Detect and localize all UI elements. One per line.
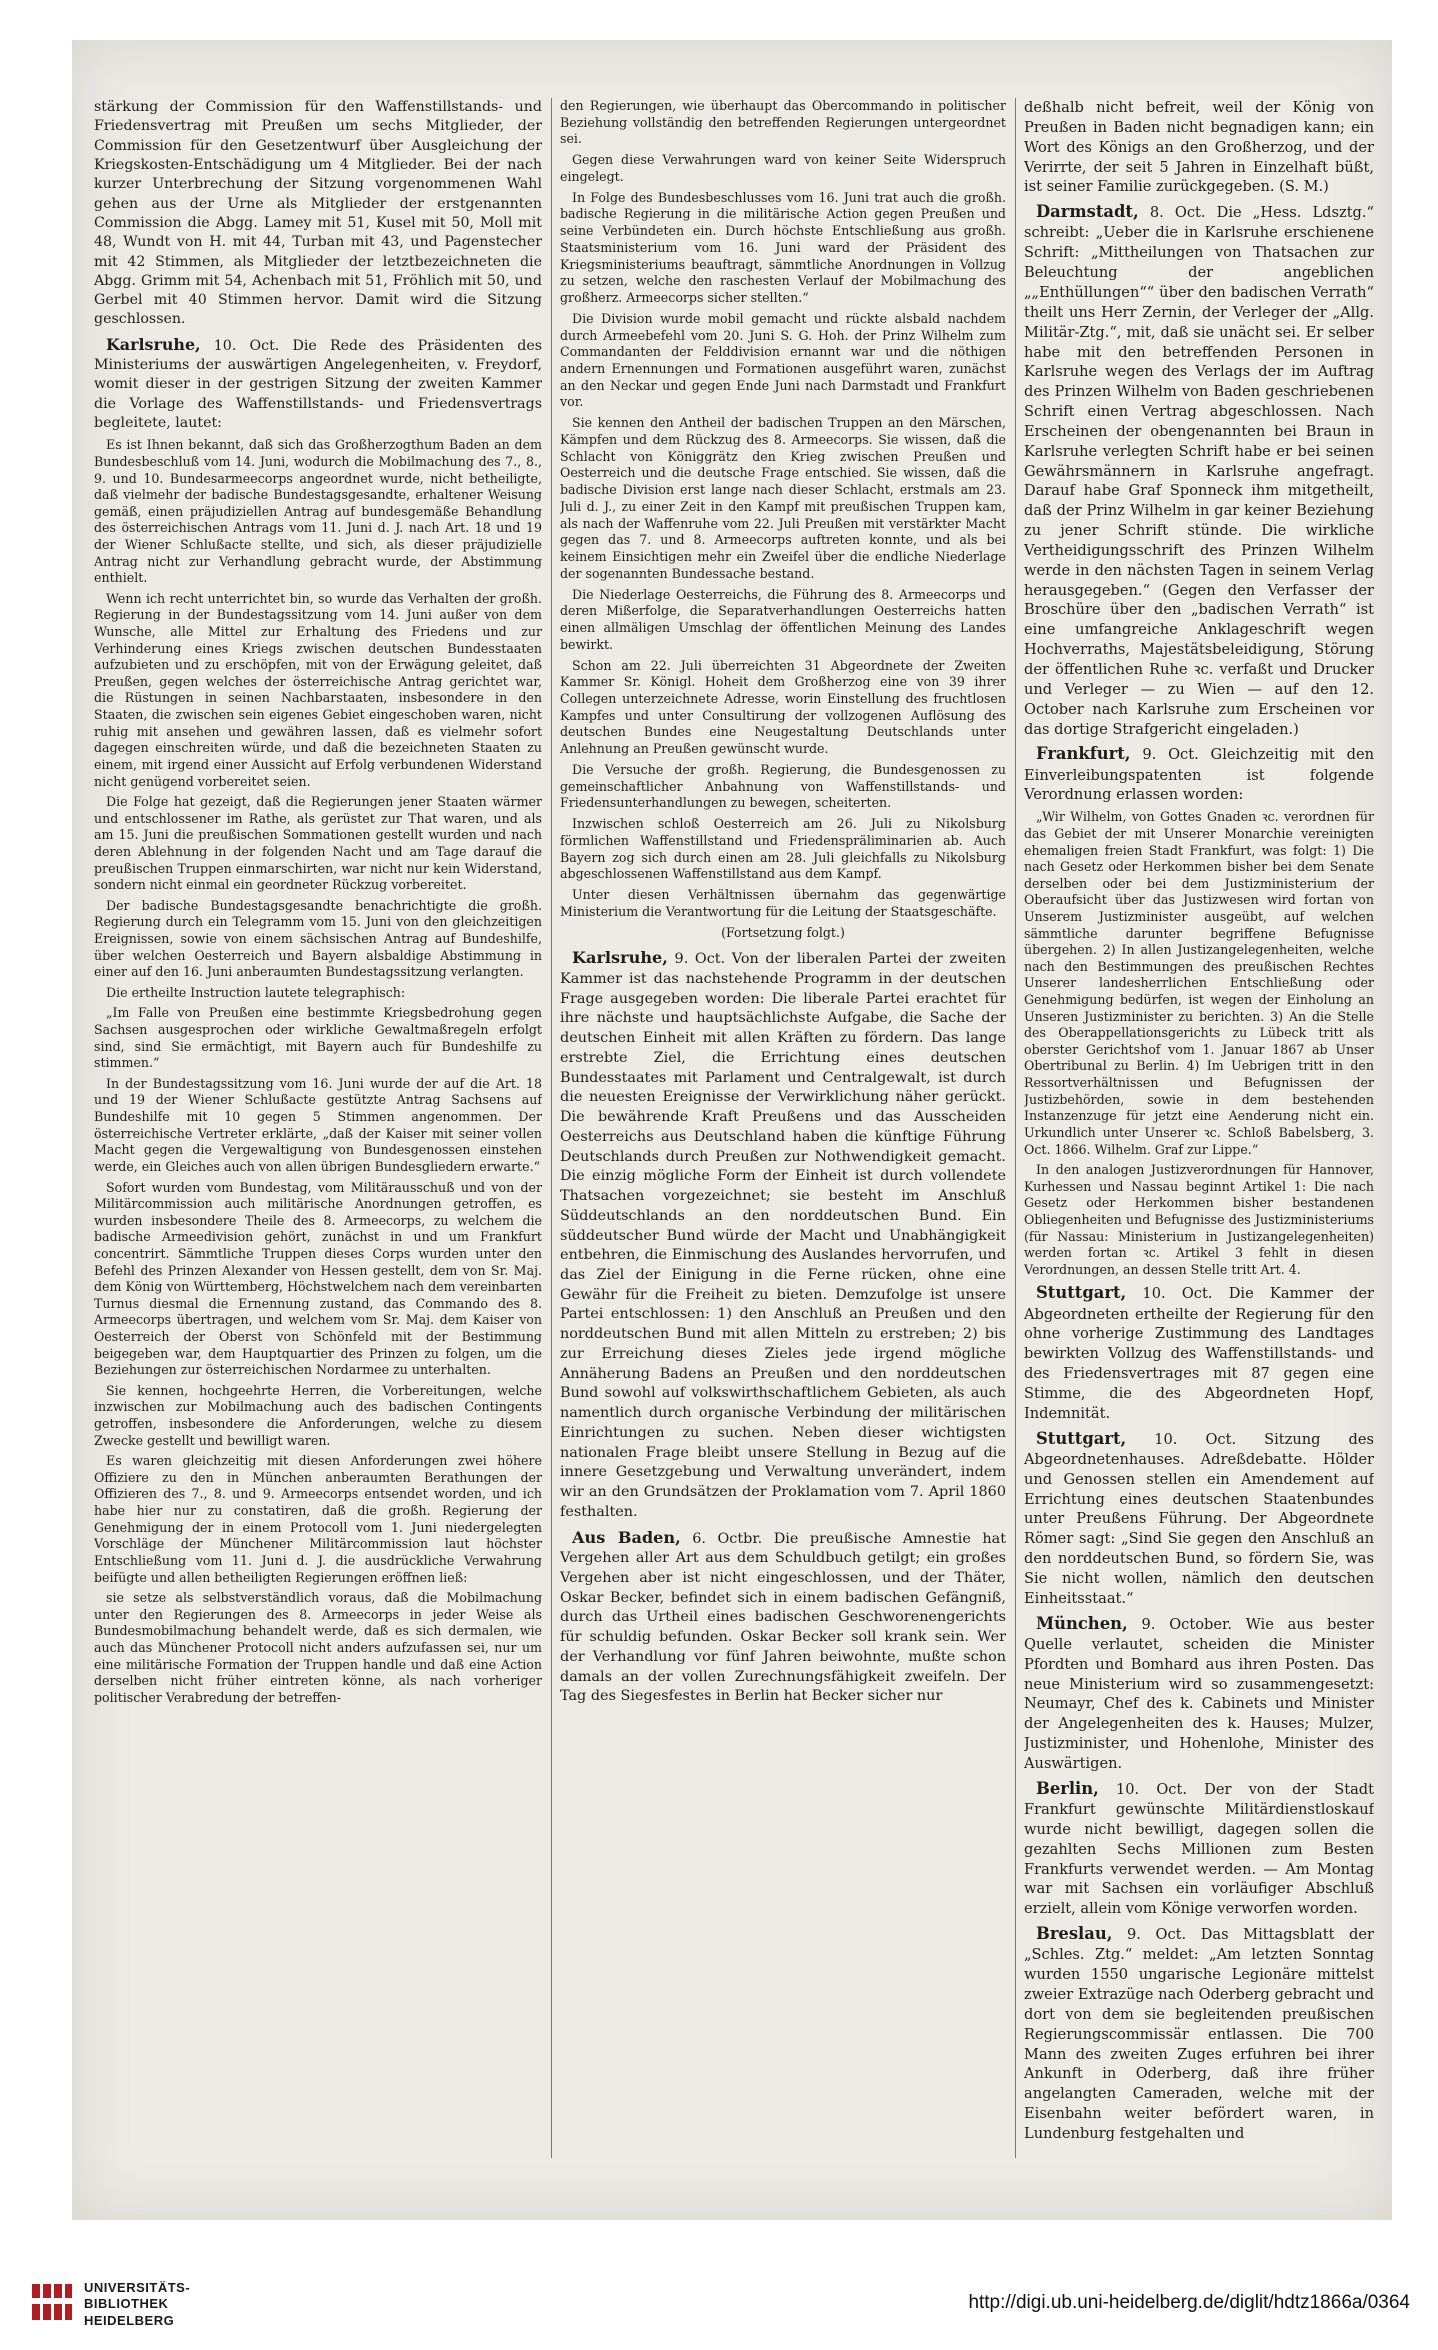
c2-paragraph: In Folge des Bundesbeschlusses vom 16. Juni trat auch die großh. badische Regierung in die militärische Action gegen Preußen und seine Verbündeten ein. Durch höchste Entschließung aus großh. Staatsministerium vom 16. Juni ward der Präsident des Kriegsministeriums beauftragt, sämmtliche Anordnungen in Vollzug zu setzen, welche den raschesten Verlauf der Mobilmachung des großherz. Armeecorps sicher stellten.“ [560,189,1006,306]
c1-paragraph: „Im Falle von Preußen eine bestimmte Kriegsbedrohung gegen Sachsen ausgesprochen oder wirkliche Gewaltmaßregeln erfolgt sind, sind Sie ermächtigt, mit Bayern auch für Bundeshilfe zu stimmen.“ [94,1005,542,1071]
dateline: Stuttgart, [1036,1283,1127,1303]
c1-paragraph: Es waren gleichzeitig mit diesen Anforderungen zwei höhere Offiziere zu den in München anberaumten Berathungen der Offizieren des 7., 8. und 9. Armeecorps entsendet worden, und ich habe hier nur zu constatiren, daß die großh. Regierung der Genehmigung der in einem Protocoll vom 1. Juni niedergelegten Vorschläge der Münchener Militärcommission laut höchster Entschließung vom 11. Juni d. J. die ausdrückliche Verwahrung beifügte und allen betheiligten Regierungen eröffnen ließ: [94,1453,542,1585]
article-text: 10. Oct. Sitzung des Abgeordnetenhauses. Adreßdebatte. Hölder und Genossen stellen ein Amendement auf Errichtung eines deutschen Staatenbundes unter Preußens Führung. Der Abgeordnete Römer sagt: „Sind Sie gegen den Anschluß an den norddeutschen Bund, so fördern Sie, was Sie nicht wollen, nämlich den deutschen Einheitsstaat.“ [1024,1430,1374,1607]
c1-paragraph: Die Folge hat gezeigt, daß die Regierungen jener Staaten wärmer und entschlossener im Rathe, als gerüstet zur That waren, und als am 15. Juni die preußischen Sommationen gestellt wurden und nach deren Ablehnung in der folgenden Nacht und am Tage darauf die preußischen Truppen einmarschirten, war nicht nur kein Widerstand, sondern nicht einmal ein geordneter Rückzug vorbereitet. [94,794,542,893]
column-2 [560,98,1006,2158]
article-text: 9. Oct. Das Mittagsblatt der „Schles. Ztg.“ meldet: „Am letzten Sonntag wurden 1550 ungarische Legionäre mittelst zweier Extrazüge nach Oderberg gebracht und dort von dem sie begleitenden preußischen Regierungscommissär entlassen. Die 700 Mann des zweiten Zuges erfuhren bei ihrer Ankunft in Oderberg, daß ihre früher angelangten Cameraden, welche mit der Eisenbahn weiter befördert waren, in Lundenburg festgehalten und [1024,1926,1374,2142]
footer-bar [0,2270,1438,2350]
c3-article-breslau [1024,1923,1374,2144]
c2-paragraph: Inzwischen schloß Oesterreich am 26. Juli zu Nikolsburg förmlichen Waffenstillstand und Friedenspräliminarien ab. Auch Bayern zog sich durch einen am 28. Juli gleichfalls zu Nikolsburg abgeschlossenen Waffenstillstand aus dem Kampf. [560,816,1006,882]
library-name-line: HEIDELBERG [84,2312,175,2328]
c2-article-karlsruhe [560,947,1006,1522]
library-name [84,2280,190,2329]
dateline: Frankfurt, [1036,744,1131,764]
c3-article-darmstadt [1024,201,1374,739]
newspaper-scan [72,40,1392,2220]
c2-paragraph: den Regierungen, wie überhaupt das Obercommando in politischer Beziehung vollständig den betreffenden Regierungen untergeordnet sei. [560,98,1006,147]
c1-paragraph: Sie kennen, hochgeehrte Herren, die Vorbereitungen, welche inzwischen zur Mobilmachung auch des badischen Contingents getroffen, insbesondere die Anforderungen, welche zu diesem Zwecke gestellt und bewilligt waren. [94,1382,542,1448]
c3-article-muenchen [1024,1613,1374,1774]
source-url[interactable]: http://digi.ub.uni-heidelberg.de/diglit/hdtz1866a/0364 [968,2292,1410,2313]
c1-article-karlsruhe [94,334,542,434]
c3-article-stuttgart-2 [1024,1428,1374,1609]
dateline: München, [1036,1613,1128,1633]
c3-paragraph: deßhalb nicht befreit, weil der König von Preußen in Baden nicht begnadigen kann; ein Wort des Königs an den Großherzog, und der Verirrte, der seit 5 Jahren in Einzelhaft büßt, ist seiner Familie zurückgegeben. (S. M.) [1024,99,1374,196]
column-3 [1024,98,1374,2158]
c3-article-berlin [1024,1778,1374,1919]
c2-paragraph: Unter diesen Verhältnissen übernahm das gegenwärtige Ministerium die Verantwortung für die Leitung der Staatsgeschäfte. [560,887,1006,919]
article-text: 9. Oct. Von der liberalen Partei der zweiten Kammer ist das nachstehende Programm in der deutschen Frage ausgegeben worden: Die liberale Partei erachtet für ihre nächste und hauptsächlichste Aufgabe, die Sache der deutschen Einheit mit allen Kräften zu fördern. Das lange erstrebte Ziel, die Errichtung eines deutschen Bundesstaates mit Parlament und Centralgewalt, ist durch die neuesten Ereignisse der Verwirklichung näher gerückt. Die bewährende Kraft Preußens und das Ausscheiden Oesterreichs aus Deutschland haben die künftige Führung Deutschlands durch Preußen zur Nothwendigkeit gemacht. Die einzig mögliche Form der Einheit ist durch vollendete Thatsachen vorgezeichnet; sie besteht im Anschluß Süddeutschlands an den norddeutschen Bund. Ein süddeutscher Bund würde der Macht und Unabhängigkeit entbehren, die Einmischung des Auslandes hervorrufen, und das Ziel der Einigung in die Ferne rücken, ohne eine Gewähr für die Freiheit zu bieten. Demzufolge ist unsere Partei entschlossen: 1) den Anschluß an Preußen und den norddeutschen Bund mit allen Mitteln zu erstreben; 2) bis zur Erreichung dieses Zieles jede irgend mögliche Annäherung Badens an Preußen und den norddeutschen Bund sowohl auf volkswirthschaftlichem Gebieten, als auch namentlich durch organische Verbindung der militärischen Einrichtungen zu suchen. Neben dieser wichtigsten nationalen Frage bleibt unsere Stellung in Bezug auf die innere Gesetzgebung und Verwaltung unverändert, indem wir an den Grundsätzen der Proklamation vom 7. April 1860 festhalten. [560,951,1006,1520]
c3-article-frankfurt [1024,743,1374,805]
article-text: 10. Oct. Die Rede des Präsidenten des Ministeriums der auswärtigen Angelegenheiten, v. Freydorf, womit dieser in der gestrigen Sitzung der zweiten Kammer die Vorlage des Waffenstillstands- und Friedensvertrags begleitete, lautet: [94,337,542,431]
column-1 [94,98,542,2158]
c1-paragraph: Sofort wurden vom Bundestag, vom Militärausschuß und von der Militärcommission auch militärische Anordnungen getroffen, es wurden insbesondere Theile des 8. Armeecorps, zu welchem die badische Armeedivision gehört, zunächst in und um Frankfurt concentrirt. Sämmtliche Truppen dieses Corps wurden unter den Befehl des Prinzen Alexander von Hessen gestellt, dem von Sr. Maj. dem König von Württemberg, Höchstwelchem nach dem vereinbarten Turnus diesmal die Ernennung zustand, das Commando des 8. Armeecorps übertragen, und welchem vom Sr. Maj. dem Kaiser von Oesterreich der Oberst von Schönfeld mit der Bestimmung beigegeben war, dem Hauptquartier des Prinzen zu folgen, um die Beziehungen zur österreichischen Nordarmee zu unterhalten. [94,1179,542,1378]
c2-paragraph: Die Niederlage Oesterreichs, die Führung des 8. Armeecorps und deren Mißerfolge, die Separatverhandlungen Oesterreichs hatten einen allmäligen Umschlag der öffentlichen Meinung des Landes bewirkt. [560,586,1006,652]
article-text: 10. Oct. Die Kammer der Abgeordneten ertheilte der Regierung für den ohne vorherige Zustimmung des Landtages bewirkten Vollzug des Waffenstillstands- und des Friedensvertrages mit 87 gegen eine Stimme, die des Abgeordneten Hopf, Indemnität. [1024,1285,1374,1422]
library-name-line: BIBLIOTHEK [84,2296,169,2312]
article-text: 6. Octbr. Die preußische Amnestie hat Vergehen aller Art aus dem Schuldbuch getilgt; ein großes Vergehen aber ist nicht eingeschlossen, und der Thäter, Oskar Becker, befindet sich in einem badischen Gefängniß, durch das Urtheil eines badischen Geschworenengerichts für schuldig befunden. Oskar Becker soll krank sein. Wer der Verhandlung vor fünf Jahren beiwohnte, mußte schon damals an der vollen Zurechnungsfähigkeit zweifeln. Der Tag des Siegesfestes in Berlin hat Becker sicher nur [560,1530,1006,1705]
c2-paragraph: Die Division wurde mobil gemacht und rückte alsbald nachdem durch Armeebefehl vom 20. Juni S. G. Hoh. der Prinz Wilhelm zum Commandanten der Felddivision ernannt war und die nöthigen andern Ernennungen und Formationen ausgeführt waren, zunächst an den Neckar und gegen Ende Juni nach Darmstadt und Frankfurt vor. [560,310,1006,410]
c3-paragraph: In den analogen Justizverordnungen für Hannover, Kurhessen und Nassau beginnt Artikel 1: Die nach Gesetz oder Herkommen bisher bestandenen Obliegenheiten und Befugnisse des Justizministeriums (für Nassau: Ministerium in Justizangelegenheiten) werden fortan ꝛc. Artikel 3 fehlt in diesen Verordnungen, an dessen Stelle tritt Art. 4. [1024,1162,1374,1277]
dateline: Darmstadt, [1036,202,1139,222]
c3-paragraph: „Wir Wilhelm, von Gottes Gnaden ꝛc. verordnen für das Gebiet der mit Unserer Monarchie vereinigten ehemaligen freien Stadt Frankfurt, was folgt: 1) Die nach Gesetz oder Herkommen bisher bei dem Senate derselben oder bei dem Justizministerium der Oberaufsicht über das Justizwesen wird fortan von Unserem Justizminister ausgeübt, auf welchen sämmtliche darunter begriffene Befugnisse übergehen. 2) In allen Justizangelegenheiten, welche nach den Bestimmungen des preußischen Rechtes Unserer landesherrlichen Entschließung oder Genehmigung bedürfen, ist wegen der Einholung an Unseren Justizminister zu berichten. 3) An die Stelle des Oberappellationsgerichts zu Lübeck tritt als oberster Gerichtshof vom 1. Januar 1867 ab Unser Obertribunal zu Berlin. 4) Im Uebrigen tritt in den Ressortverhältnissen und Befugnissen der Justizbehörden, sowie in dem bestehenden Instanzenzuge für jetzt eine Aenderung nicht ein. Urkundlich unter Unserer ꝛc. Schloß Babelsberg, 3. Oct. 1866. Wilhelm. Graf zur Lippe.“ [1024,809,1374,1157]
c1-paragraph: Die ertheilte Instruction lautete telegraphisch: [106,984,406,1000]
c2-article-aus-baden [560,1527,1006,1708]
c1-paragraph: Wenn ich recht unterrichtet bin, so wurde das Verhalten der großh. Regierung in der Bundestagssitzung vom 14. Juni außer von dem Wunsche, alle Mittel zur Erhaltung des Friedens und zur Verhinderung eines Kriegs zwischen deutschen Bundesstaaten aufzubieten und zu erschöpfen, mit von der Erwägung geleitet, daß Preußen, gegen welches der österreichische Antrag gerichtet war, die Rüstungen in seinen Nachbarstaaten, insbesondere in den Staaten, die zwischen sein eigenes Gebiet eingeschoben waren, nicht ruhig mit ansehen und gewähren lassen, daß es vielmehr sofort dagegen einschreiten würde, und daß die bezeichneten Staaten zu einem, mit irgend einer Aussicht auf Erfolg verbundenen Widerstand nicht genügend vorbereitet seien. [94,590,542,789]
c1-paragraph: In der Bundestagssitzung vom 16. Juni wurde der auf die Art. 18 und 19 der Wiener Schlußacte gestützte Antrag Sachsens auf Bundeshilfe mit 10 gegen 5 Stimmen angenommen. Der österreichische Vertreter erklärte, „daß der Kaiser mit seiner vollen Macht gegen die Vergewaltigung von Bundesgenossen einstehen werde, ein Gleiches auch von allen übrigen Bundesgliedern erwarte.“ [94,1075,542,1174]
c1-paragraph: sie setze als selbstverständlich voraus, daß die Mobilmachung unter den Regierungen des 8. Armeecorps in jeder Weise als Bundesmobilmachung behandelt werde, daß es sich dermalen, wie auch das Münchener Protocoll nicht anders aufzufassen sei, nur um eine militärische Formation der Truppen handle und daß eine Action derselben nicht früher eintreten könne, als nach vorheriger politischer Verabredung der betreffen- [94,1590,542,1705]
c2-paragraph: Die Versuche der großh. Regierung, die Bundesgenossen zu gemeinschaftlicher Anbahnung von Waffenstillstands- und Friedensunterhandlungen zu bewegen, scheiterten. [560,761,1006,811]
dateline: Stuttgart, [1036,1428,1127,1448]
university-library-logo-icon [28,2278,76,2326]
c1-paragraph: Es ist Ihnen bekannt, daß sich das Großherzogthum Baden an dem Bundesbeschluß vom 14. Juni, wodurch die Mobilmachung des 7., 8., 9. und 10. Bundesarmeecorps angeordnet wurde, nicht betheiligte, daß vielmehr der badische Bundestagsgesandte, erhaltener Weisung gemäß, einen präjudiziellen Antrag auf bundesgemäße Behandlung des österreichischen Antrags vom 11. Juni d. J. nach Art. 18 und 19 der Wiener Schlußacte stellte, und sich, als dieser präjudizielle Antrag nicht zur Verhandlung gebracht wurde, der Abstimmung enthielt. [94,437,542,586]
article-text: 10. Oct. Der von der Stadt Frankfurt gewünschte Militärdienstloskauf wurde nicht bewilligt, dagegen sollen die gezahlten Sechs Millionen zum Besten Frankfurts verwendet werden. — Am Montag war mit Sachsen ein vorläufiger Abschluß erzielt, allein vom Könige verworfen worden. [1024,1780,1374,1918]
c1-paragraph: Der badische Bundestagsgesandte benachrichtigte die großh. Regierung durch ein Telegramm vom 15. Juni von den gleichzeitigen Ereignissen, sowie von einem sächsischen Antrag auf Bundeshilfe, über welchen Oesterreich und Bayern alsbaldige Abstimmung in einer auf den 16. Juni anberaumten Bundestagssitzung verlangten. [94,897,542,980]
dateline: Breslau, [1036,1924,1113,1944]
c2-paragraph: Schon am 22. Juli überreichten 31 Abgeordnete der Zweiten Kammer Sr. Königl. Hoheit dem Großherzog eine von 39 ihrer Collegen unterzeichnete Adresse, worin Einstellung des fruchtlosen Kampfes und unter Consultirung der vollzogenen Auflösung des deutschen Bundes eine Neugestaltung Deutschlands unter Anlehnung an Preußen gewünscht wurde. [560,657,1006,757]
article-text: 9. October. Wie aus bester Quelle verlautet, scheiden die Minister Pfordten und Bomhard aus ihren Posten. Das neue Ministerium wird so zusammengesetzt: Neumayr, Chef des k. Cabinets und Minister der Angelegenheiten des k. Hauses; Mulzer, Justizminister, und Hohenlohe, Minister des Auswärtigen. [1024,1615,1374,1772]
dateline: Aus Baden, [572,1527,681,1547]
article-text: 9. Oct. Gleichzeitig mit den Einverleibungspatenten ist folgende Verordnung erlassen worden: [1024,746,1374,804]
c2-paragraph: Sie kennen den Antheil der badischen Truppen an den Märschen, Kämpfen und dem Rückzug des 8. Armeecorps. Sie wissen, daß die Schlacht von Königgrätz den Krieg zwischen Preußen und Oesterreich und die deutsche Frage entschied. Sie wissen, daß die badische Division erst lange nach dieser Schlacht, erstmals am 23. Juli d. J., zu einer Zeit in den Kampf mit preußischen Truppen kam, als nach der Waffenruhe vom 22. Juli Preußen mit verstärkter Macht gegen das 7. und 8. Armeecorps auftreten konnte, und als bei keinem Einsichtigen mehr ein Zweifel über die endliche Niederlage der sogenannten Bundessache bestand. [560,415,1006,581]
column-divider [1015,98,1016,2158]
library-name-line: UNIVERSITÄTS- [84,2280,191,2295]
c1-paragraph: stärkung der Commission für den Waffenstillstands- und Friedensvertrag mit Preußen um sechs Mitglieder, der Commission für den Gesetzentwurf über Ausgleichung der Kriegskosten-Entschädigung um 4 Mitglieder. Bei der nach kurzer Unterbrechung der Sitzung vorgenommenen Wahl gehen aus der Urne als Mitglieder der erstgenannten Commission die Abgg. Lamey mit 51, Kusel mit 50, Moll mit 48, Wundt von H. mit 44, Turban mit 43, und Pagenstecher mit 42 Stimmen, als Mitglieder der letztbezeichneten die Abgg. Grimm mit 54, Achenbach mit 51, Fröhlich mit 50, und Gerbel mit 40 Stimmen hervor. Damit wird die Sitzung geschlossen. [94,99,542,328]
dateline: Karlsruhe, [106,334,201,354]
c2-paragraph: Gegen diese Verwahrungen ward von keiner Seite Widerspruch eingelegt. [560,152,1006,184]
dateline: Berlin, [1036,1778,1099,1798]
c3-article-stuttgart [1024,1282,1374,1423]
article-text: 8. Oct. Die „Hess. Ldsztg.“ schreibt: „Ueber die in Karlsruhe erschienene Schrift: „Mittheilungen von Thatsachen zur Beleuchtung der angeblichen „„Enthüllungen““ über den badischen Verrath“ theilt uns Herr Zernin, der Verleger der „Allg. Militär-Ztg.“, mit, daß sie unächt sei. Er selber habe mit den betreffenden Personen in Karlsruhe wegen des Verlags der im Auftrag des Prinzen Wilhelm von Baden geschriebenen Schrift einen Vertrag abgeschlossen. Nach Erscheinen der obengenannten bei Braun in Karlsruhe verlegten Schrift habe er bei seinen Gewährsmännern in Karlsruhe angefragt. Darauf habe Graf Sponneck ihm mitgetheilt, daß der Prinz Wilhelm in gar keiner Beziehung zu jener Schrift stünde. Die wirkliche Vertheidigungsschrift des Prinzen Wilhelm werde in den nächsten Tagen in seinem Verlag herausgegeben.“ (Gegen den Verfasser der Broschüre über den „badischen Verrath“ ist eine umfangreiche Anklageschrift wegen Hochverraths, Majestätsbeleidigung, Störung der öffentlichen Ruhe ꝛc. verfaßt und Drucker und Verleger — zu Wien — auf den 12. October nach Karlsruhe zum Erscheinen vor das dortige Strafgericht eingeladen.) [1024,204,1374,738]
column-divider [551,98,552,2158]
dateline: Karlsruhe, [572,948,668,968]
continuation-note: (Fortsetzung folgt.) [721,924,845,940]
